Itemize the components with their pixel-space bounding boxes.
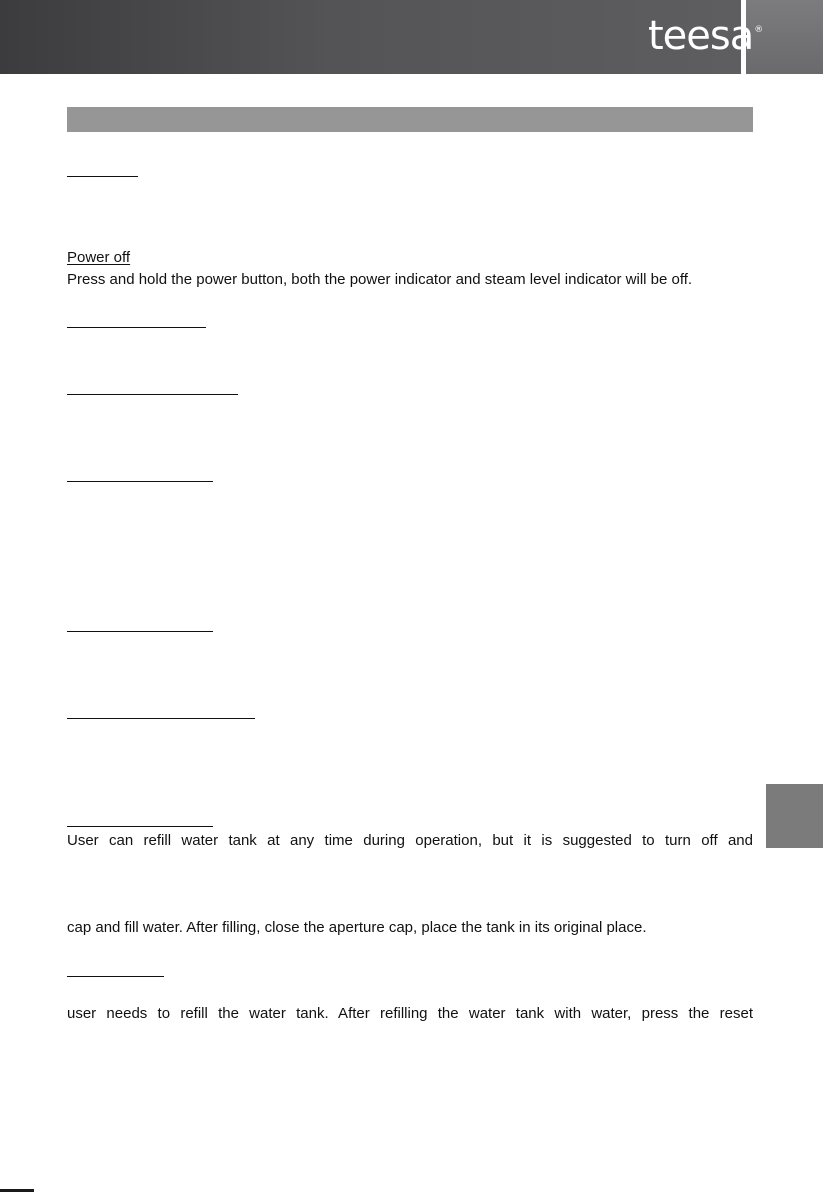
registered-mark: ® bbox=[754, 25, 764, 35]
heading-underline-4 bbox=[67, 481, 213, 482]
heading-underline-5 bbox=[67, 631, 213, 632]
power-off-text: Press and hold the power button, both the power indicator and steam level indicator will be off. bbox=[67, 271, 693, 288]
heading-underline-3 bbox=[67, 394, 238, 395]
heading-underline-6 bbox=[67, 718, 255, 719]
reset-line-1: user needs to refill the water tank. After refilling the water tank with water, press the reset bbox=[67, 1005, 753, 1022]
teesa-logo bbox=[648, 13, 764, 59]
logo-text: teesa bbox=[648, 13, 754, 59]
heading-underline-2 bbox=[67, 327, 206, 328]
heading-underline-8 bbox=[67, 976, 164, 977]
heading-underline-7 bbox=[67, 826, 213, 827]
refill-line-1: User can refill water tank at any time during operation, but it is suggested to turn off and bbox=[67, 832, 753, 849]
section-title-bar bbox=[67, 107, 753, 132]
heading-underline-1 bbox=[67, 176, 138, 177]
side-language-tab bbox=[766, 784, 823, 848]
page-header bbox=[0, 0, 741, 74]
power-off-heading: Power off bbox=[67, 249, 131, 266]
refill-line-2: cap and fill water. After filling, close the aperture cap, place the tank in its original place. bbox=[67, 919, 647, 936]
